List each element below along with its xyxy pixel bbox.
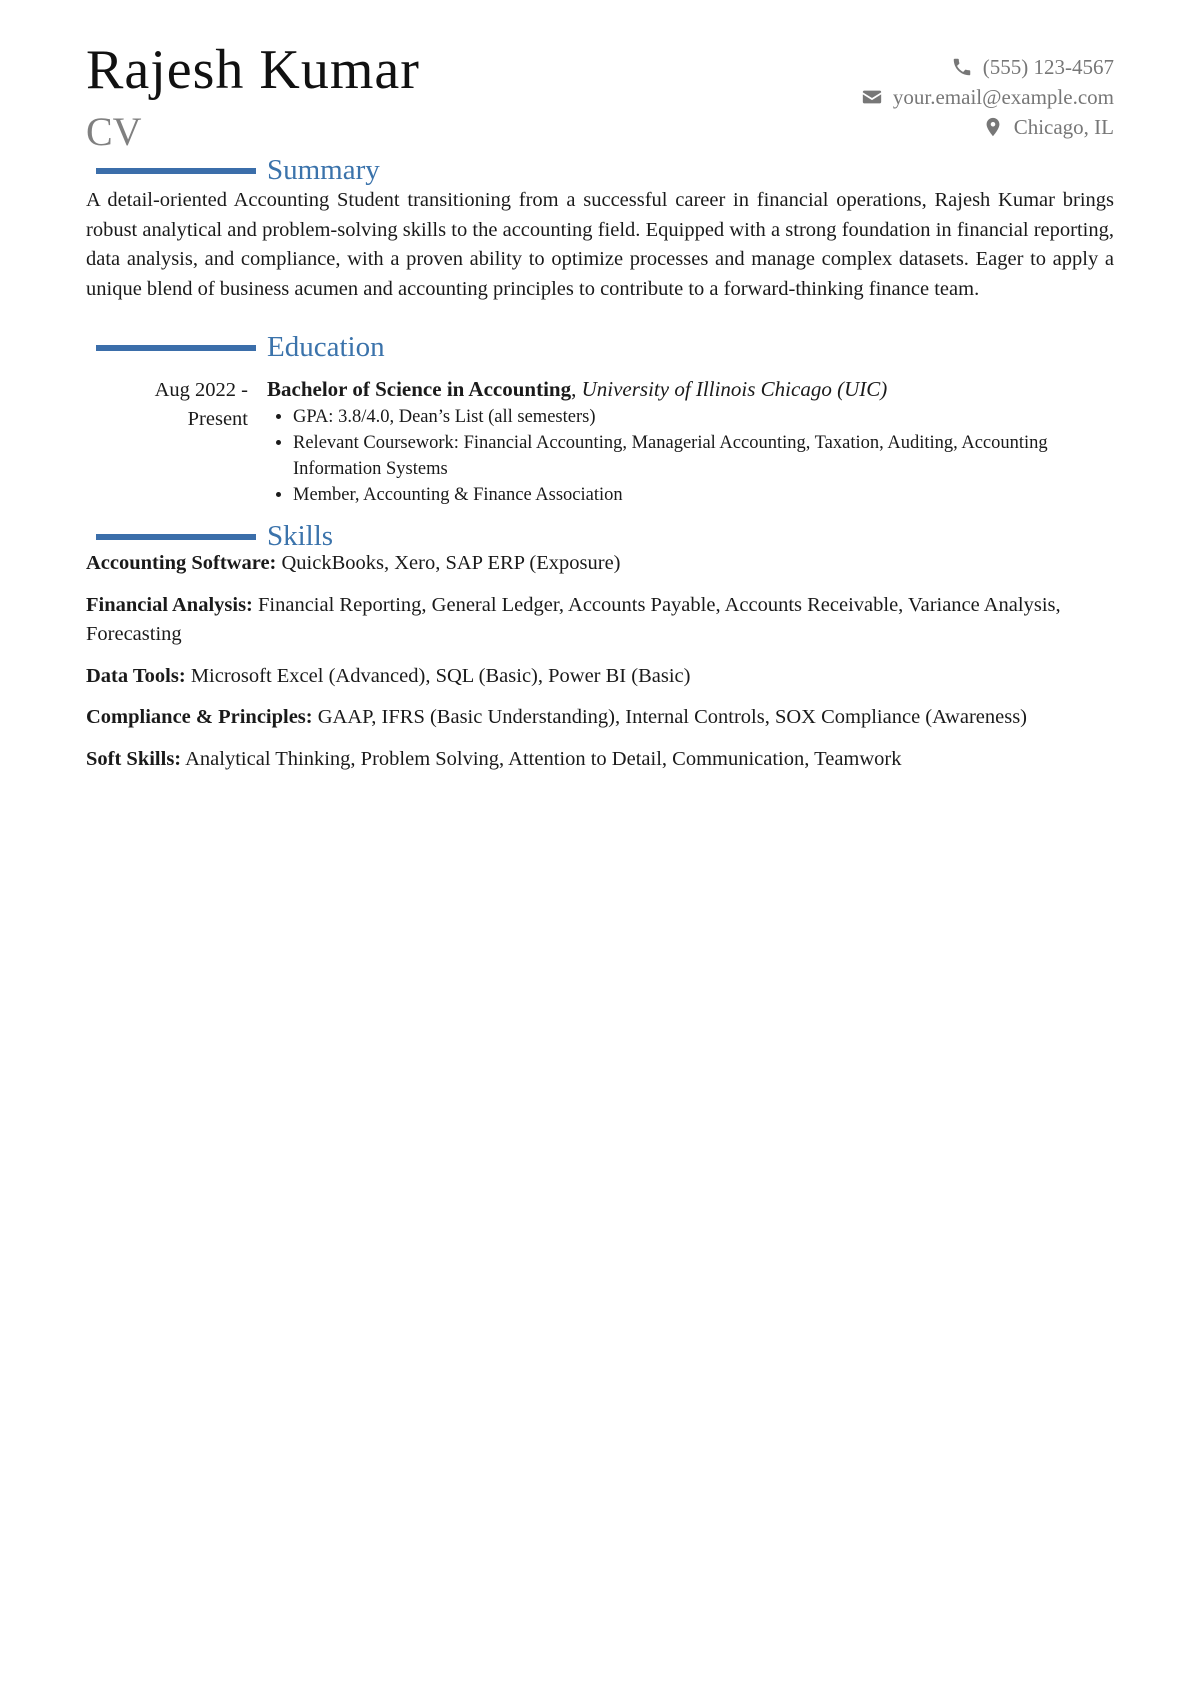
phone-icon (951, 56, 973, 78)
skill-item (86, 549, 1114, 579)
candidate-name: Rajesh Kumar (86, 39, 420, 101)
education-degree-line (267, 374, 1114, 404)
skill-label: Compliance & Principles: (86, 706, 313, 728)
education-date (86, 376, 248, 434)
email-text: your.email@example.com (892, 85, 1114, 109)
education-entry (267, 374, 1114, 508)
skill-value: Microsoft Excel (Advanced), SQL (Basic), Power BI (Basic) (190, 664, 691, 687)
skill-item (86, 703, 1114, 733)
location-text: Chicago, IL (1013, 115, 1114, 139)
skill-label: Accounting Software: (86, 552, 277, 574)
skills-list (86, 549, 1114, 786)
section-accent-bar (96, 168, 256, 174)
education-title: Education (267, 331, 385, 363)
contact-email (861, 82, 1114, 112)
skill-label: Data Tools: (86, 664, 186, 687)
list-item: • Relevant Coursework: Financial Accounting, Managerial Accounting, Taxation, Auditing, Accounting Information Systems (293, 430, 1114, 482)
cv-page (86, 0, 1114, 1683)
school-name: University of Illinois Chicago (UIC) (581, 377, 888, 401)
skill-item (86, 745, 1114, 775)
skill-item (86, 662, 1114, 692)
list-item: • GPA: 3.8/4.0, Dean’s List (all semesters) (293, 404, 1114, 430)
skill-value: GAAP, IFRS (Basic Understanding), Internal Controls, SOX Compliance (Awareness) (317, 706, 1028, 728)
education-section-header (86, 331, 1114, 363)
summary-title: Summary (267, 154, 380, 186)
list-item: • Member, Accounting & Finance Association (293, 482, 1114, 508)
map-pin-icon (982, 116, 1004, 138)
skill-label: Financial Analysis: (86, 593, 253, 616)
envelope-icon (861, 86, 883, 108)
section-accent-bar (96, 345, 256, 351)
skill-value: Financial Reporting, General Ledger, Accounts Payable, Accounts Receivable, Variance Analysis, Forecasting (86, 593, 1061, 645)
summary-text: A detail-oriented Accounting Student transitioning from a successful career in financial operations, Rajesh Kumar brings robust analytical and problem-solving skills to the accounting field. Equipped with a strong foundation in financial reporting, data analysis, and compliance, with a proven ability to optimize processes and manage complex datasets. Eager to apply a unique blend of business acumen and accounting principles to contribute to a forward-thinking finance team. (86, 189, 1114, 300)
skill-label: Soft Skills: (86, 747, 182, 770)
section-accent-bar (96, 534, 256, 540)
skill-item (86, 591, 1114, 650)
phone-text: (555) 123-4567 (982, 55, 1114, 79)
skill-value: QuickBooks, Xero, SAP ERP (Exposure) (281, 552, 621, 574)
degree-separator: , (571, 377, 577, 401)
contact-phone (861, 52, 1114, 82)
skills-section-header (86, 520, 1114, 552)
degree-name: Bachelor of Science in Accounting (267, 377, 572, 401)
document-subtitle: CV (86, 109, 142, 154)
education-date-start: Aug 2022 - (154, 379, 248, 401)
contact-block (861, 52, 1114, 142)
education-bullets (267, 404, 1114, 508)
contact-location (861, 112, 1114, 142)
skills-title: Skills (267, 520, 334, 552)
skill-value: Analytical Thinking, Problem Solving, Attention to Detail, Communication, Teamwork (185, 747, 902, 770)
education-date-end: Present (187, 408, 248, 430)
summary-section-header (86, 154, 1114, 186)
